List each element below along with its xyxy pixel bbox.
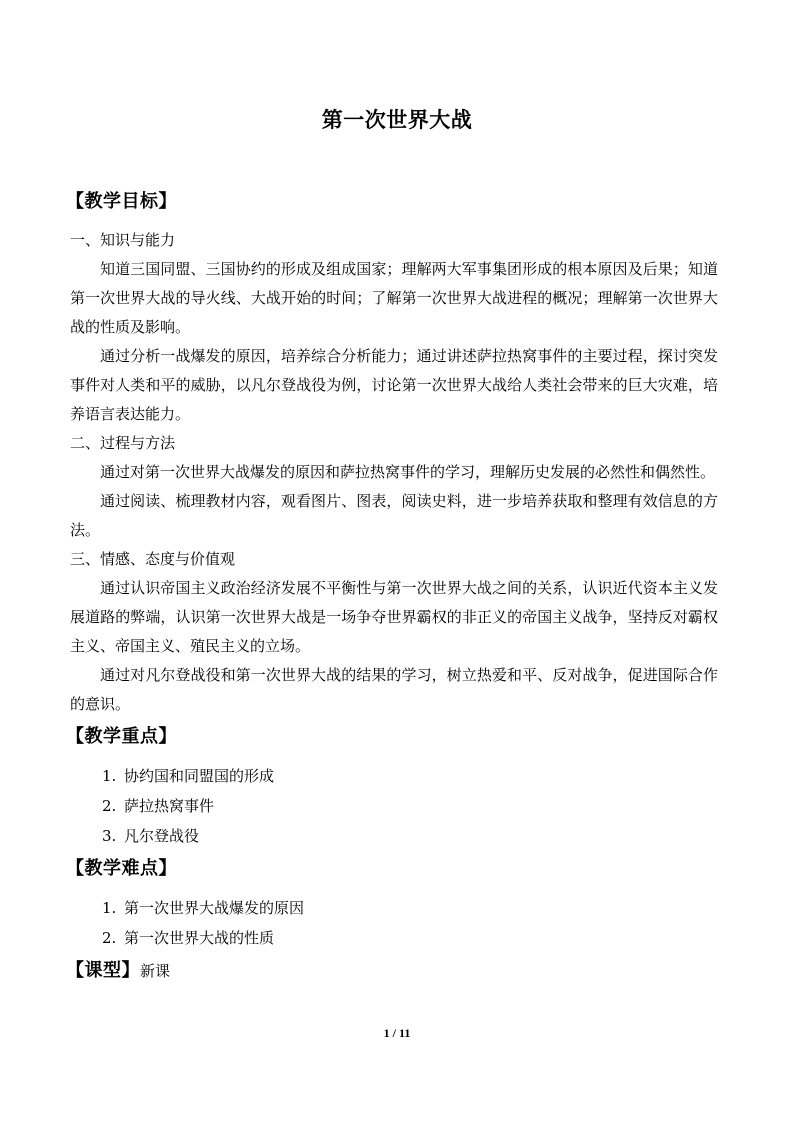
process-paragraph-1: 通过对第一次世界大战爆发的原因和萨拉热窝事件的学习，理解历史发展的必然性和偶然性。 [100, 463, 716, 481]
list-item [102, 821, 718, 851]
document-title: 第一次世界大战 [321, 107, 473, 132]
document-body [66, 188, 718, 985]
emotion-heading: 三、情感、态度与价值观 [70, 550, 236, 568]
process-paragraph-2: 通过阅读、梳理教材内容，观看图片、图表，阅读史料，进一步培养获取和整理有效信息的方法。 [70, 492, 718, 539]
list-item-text: 协约国和同盟国的形成 [124, 767, 275, 785]
process-heading: 二、过程与方法 [70, 434, 176, 452]
list-item [102, 761, 718, 791]
list-item [102, 923, 718, 953]
list-item-number: 1. [102, 767, 117, 785]
knowledge-paragraph-2: 通过分析一战爆发的原因，培养综合分析能力；通过讲述萨拉热窝事件的主要过程，探讨突发事件对人类和平的威胁，以凡尔登战役为例，讨论第一次世界大战给人类社会带来的巨大灾难，培养语言表达能力。 [70, 347, 718, 423]
key-points-heading: 【教学重点】 [66, 726, 177, 747]
list-item-text: 第一次世界大战爆发的原因 [124, 899, 305, 917]
objectives-heading: 【教学目标】 [66, 191, 177, 212]
emotion-paragraph-1: 通过认识帝国主义政治经济发展不平衡性与第一次世界大战之间的关系，认识近代资本主义发展道路的弊端，认识第一次世界大战是一场争夺世界霸权的非正义的帝国主义战争，坚持反对霸权主义、帝国主义、殖民主义的立场。 [70, 579, 718, 655]
list-item-number: 2. [102, 797, 117, 815]
lesson-type-label: 【课型】 [66, 960, 140, 981]
list-item-number: 2. [102, 929, 117, 947]
list-item [102, 893, 718, 923]
difficulties-heading: 【教学难点】 [66, 858, 177, 879]
list-item-number: 3. [102, 827, 117, 845]
list-item-number: 1. [102, 899, 117, 917]
page-number: 1 / 11 [383, 1026, 411, 1040]
list-item [102, 791, 718, 821]
list-item-text: 第一次世界大战的性质 [124, 929, 275, 947]
list-item-text: 凡尔登战役 [124, 827, 200, 845]
list-item-text: 萨拉热窝事件 [124, 797, 215, 815]
emotion-paragraph-2: 通过对凡尔登战役和第一次世界大战的结果的学习，树立热爱和平、反对战争，促进国际合作的意识。 [70, 666, 718, 713]
lesson-type-value: 新课 [140, 962, 171, 980]
lesson-type-line [66, 957, 718, 985]
knowledge-paragraph-1: 知道三国同盟、三国协约的形成及组成国家；理解两大军事集团形成的根本原因及后果；知道第一次世界大战的导火线、大战开始的时间；了解第一次世界大战进程的概况；理解第一次世界大战的性质及影响。 [70, 260, 718, 336]
knowledge-heading: 一、知识与能力 [70, 231, 176, 249]
key-points-list [102, 761, 718, 851]
difficulties-list [102, 893, 718, 953]
